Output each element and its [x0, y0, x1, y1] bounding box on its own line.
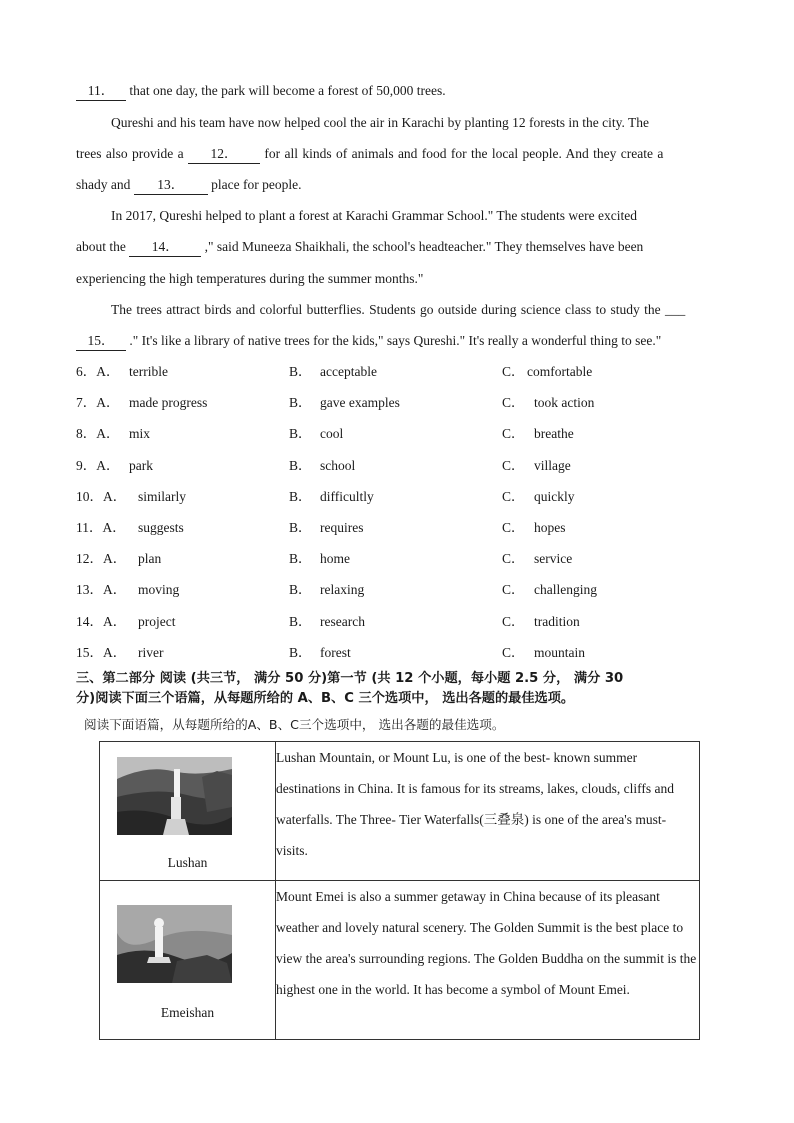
option-c-label: C．: [502, 426, 525, 442]
option-number: 15．A．: [76, 644, 127, 660]
option-c[interactable]: village: [534, 457, 571, 473]
passage-line-3: trees also provide a 12． for all kinds of animals and food for the local people. And they create a: [76, 145, 663, 164]
option-row: [76, 363, 726, 381]
option-number: 12．A．: [76, 551, 127, 567]
emeishan-image-cell: [100, 881, 276, 1040]
blank-12[interactable]: 12．: [188, 145, 260, 164]
option-number: 8．A．: [76, 426, 120, 442]
blank-15[interactable]: 15．: [76, 332, 126, 351]
option-a[interactable]: plan: [138, 551, 162, 567]
option-b[interactable]: home: [320, 551, 350, 567]
option-b[interactable]: cool: [320, 426, 344, 442]
option-row: [76, 488, 726, 506]
blank-14[interactable]: 14．: [129, 238, 201, 257]
passage-line-6: about the 14． ," said Muneeza Shaikhali, the school's headteacher." They themselves have been: [76, 238, 643, 257]
passage-line-2: Qureshi and his team have now helped cool the air in Karachi by planting 12 forests in the city. The: [111, 115, 649, 130]
option-number: 6．A．: [76, 364, 120, 379]
option-b-label: B．: [289, 644, 312, 660]
option-row: [76, 581, 726, 599]
option-c[interactable]: breathe: [534, 426, 574, 442]
passage-line-8: The trees attract birds and colorful butterflies. Students go outside during science class to study the ___: [111, 302, 686, 317]
option-b[interactable]: requires: [320, 520, 364, 535]
option-c-label: C．: [502, 364, 525, 379]
option-number: 10．A．: [76, 488, 127, 504]
emeishan-caption: Emeishan: [160, 1005, 215, 1020]
lushan-image-cell: [100, 742, 276, 881]
option-row: [76, 394, 726, 412]
passage-line-9: 15． ." It's like a library of native trees for the kids," says Qureshi." It's really a wonderful thing to see.": [76, 332, 661, 351]
option-a[interactable]: similarly: [138, 488, 186, 504]
option-b[interactable]: school: [320, 457, 356, 473]
option-b-label: B．: [289, 520, 312, 535]
option-c[interactable]: tradition: [534, 613, 580, 629]
option-c[interactable]: took action: [534, 395, 595, 411]
option-a[interactable]: moving: [138, 582, 180, 598]
reading-table: [99, 741, 700, 1040]
table-row-emeishan: [100, 881, 700, 1040]
option-b[interactable]: relaxing: [320, 582, 365, 598]
option-c-label: C．: [502, 582, 525, 598]
option-b-label: B．: [289, 551, 312, 567]
option-number: 13．A．: [76, 582, 127, 598]
option-row: [76, 519, 726, 537]
blank-11[interactable]: 11．: [76, 82, 126, 101]
option-row: [76, 457, 726, 475]
option-c[interactable]: challenging: [534, 582, 597, 598]
section-heading-line-2: 分)阅读下面三个语篇，从每题所给的 A、B、C 三个选项中， 选出各题的最佳选项。: [76, 691, 575, 706]
option-b-label: B．: [289, 488, 312, 504]
option-number: 7．A．: [76, 395, 120, 411]
option-b-label: B．: [289, 613, 312, 629]
blank-13[interactable]: 13．: [134, 176, 208, 195]
section-heading-line-1: 三、第二部分 阅读 (共三节， 满分 50 分)第一节 (共 12 个小题，每小题 2.5 分， 满分 30: [76, 671, 624, 686]
option-a[interactable]: mix: [129, 426, 151, 442]
option-b[interactable]: forest: [320, 644, 351, 660]
option-b[interactable]: difficultly: [320, 488, 374, 504]
option-c[interactable]: comfortable: [527, 364, 593, 379]
option-b[interactable]: research: [320, 613, 365, 629]
option-row: [76, 425, 726, 443]
option-a[interactable]: river: [138, 644, 164, 660]
option-c-label: C．: [502, 613, 525, 629]
option-c[interactable]: service: [534, 551, 573, 567]
passage-line-4: shady and 13． place for people.: [76, 176, 301, 195]
option-c-label: C．: [502, 457, 525, 473]
option-row: [76, 644, 726, 662]
option-c[interactable]: quickly: [534, 488, 575, 504]
passage-line-5: In 2017, Qureshi helped to plant a forest at Karachi Grammar School." The students were excited: [111, 208, 637, 223]
option-a[interactable]: project: [138, 613, 176, 629]
lushan-waterfall-photo: [117, 757, 232, 835]
option-a[interactable]: terrible: [129, 364, 168, 379]
option-b-label: B．: [289, 426, 312, 442]
emeishan-description: Mount Emei is also a summer getaway in China because of its pleasant weather and lovely natural scenery. The Golden Summit is the best place to view the area's surrounding regions. The Golden Buddha on the summit is the highest one in the world. It has become a symbol of Mount Emei.: [276, 881, 700, 1040]
passage-line-1: 11． that one day, the park will become a forest of 50,000 trees.: [76, 82, 446, 101]
option-c-label: C．: [502, 551, 525, 567]
option-b[interactable]: gave examples: [320, 395, 400, 411]
option-c[interactable]: mountain: [534, 644, 585, 660]
option-a[interactable]: park: [129, 457, 153, 473]
option-row: [76, 613, 726, 631]
passage-line-7: experiencing the high temperatures during the summer months.": [76, 271, 424, 286]
option-c[interactable]: hopes: [534, 520, 566, 535]
option-a[interactable]: suggests: [138, 520, 184, 535]
emeishan-golden-buddha-photo: [117, 905, 232, 983]
option-b[interactable]: acceptable: [320, 364, 377, 379]
option-b-label: B．: [289, 395, 312, 411]
option-c-label: C．: [502, 520, 525, 535]
option-number: 9．A．: [76, 457, 120, 473]
lushan-caption: Lushan: [167, 855, 208, 870]
option-c-label: C．: [502, 644, 525, 660]
reading-instruction: 阅读下面语篇，从每题所给的A、B、C三个选项中， 选出各题的最佳选项。: [84, 717, 505, 732]
option-b-label: B．: [289, 582, 312, 598]
option-b-label: B．: [289, 364, 312, 379]
option-number: 11．A．: [76, 520, 126, 535]
option-row: [76, 550, 726, 568]
option-a[interactable]: made progress: [129, 395, 208, 411]
table-row-lushan: [100, 742, 700, 881]
option-b-label: B．: [289, 457, 312, 473]
option-number: 14．A．: [76, 613, 127, 629]
lushan-description: Lushan Mountain, or Mount Lu, is one of the best- known summer destinations in China. It is famous for its streams, lakes, clouds, cliffs and waterfalls. The Three- Tier Waterfalls(三叠泉) is one of the area's must- visits.: [276, 742, 700, 881]
option-c-label: C．: [502, 395, 525, 411]
option-c-label: C．: [502, 488, 525, 504]
